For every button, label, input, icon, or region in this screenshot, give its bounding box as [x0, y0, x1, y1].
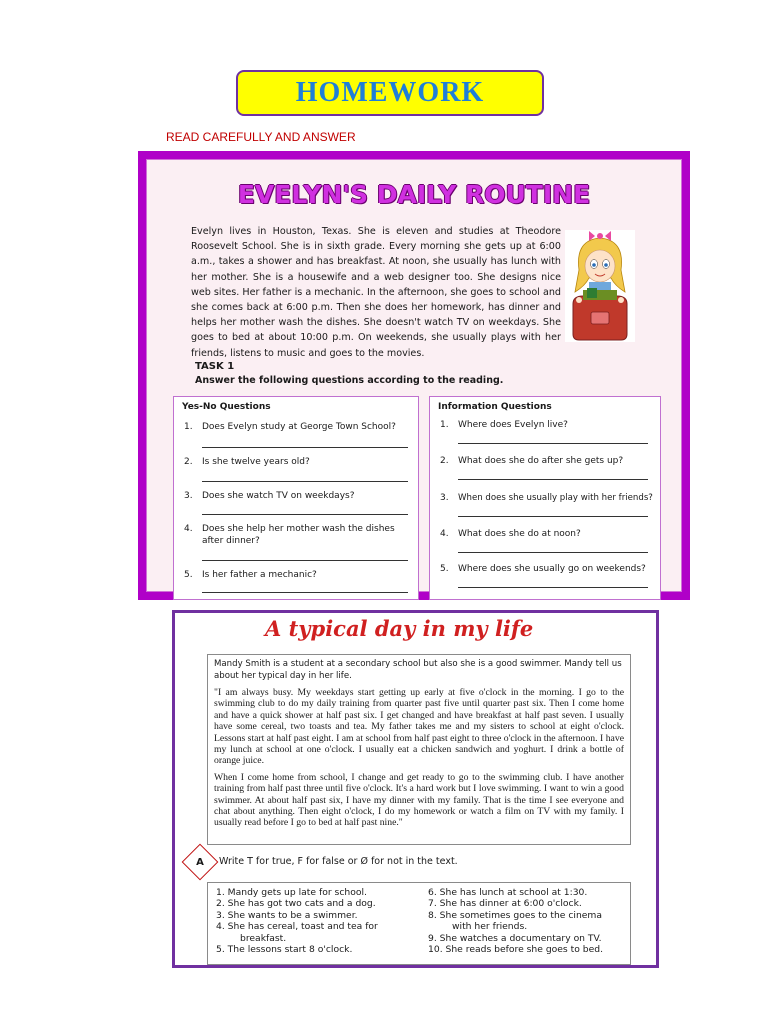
task-a-label: A	[196, 856, 204, 868]
homework-title: HOMEWORK	[295, 77, 485, 108]
answer-line[interactable]	[458, 587, 648, 588]
answer-line[interactable]	[458, 552, 648, 553]
answer-line[interactable]	[202, 447, 408, 448]
task-a-instruction: Write T for true, F for false or Ø for not in the text.	[219, 856, 458, 867]
worksheet-evelyn-page	[146, 159, 682, 592]
answer-line[interactable]	[458, 443, 648, 444]
information-question-2: 2. What does she do after she gets up?	[440, 456, 624, 466]
schoolgirl-illustration	[565, 230, 635, 342]
answer-line[interactable]	[458, 479, 648, 480]
answer-line[interactable]	[202, 481, 408, 482]
worksheet-mandy	[172, 610, 659, 968]
true-false-box	[207, 882, 631, 965]
statement-4-continued: breakfast.	[240, 932, 287, 944]
information-question-4: 4. What does she do at noon?	[440, 529, 581, 539]
yes-no-question-4: 4. Does she help her mother wash the dishes after dinner?	[184, 524, 395, 546]
statement-4: 4. She has cereal, toast and tea for	[216, 921, 378, 933]
information-question-5: 5. Where does she usually go on weekends?	[440, 564, 646, 574]
statement-2: 2. She has got two cats and a dog.	[216, 898, 376, 910]
task1-instruction: Answer the following questions according to the reading.	[195, 375, 504, 386]
worksheet-mandy-title: A typical day in my life	[265, 616, 534, 641]
statement-1: 1. Mandy gets up late for school.	[216, 887, 367, 898]
task1-title: TASK 1	[195, 361, 235, 372]
statement-8-continued: with her friends.	[452, 921, 528, 933]
statements-right	[428, 887, 628, 955]
read-instruction: READ CAREFULLY AND ANSWER	[166, 130, 356, 144]
statement-9: 9. She watches a documentary on TV.	[428, 932, 602, 944]
story-paragraph-2: When I come home from school, I change and get ready to go to the swimming club. I have another training from half past three until five o'clock. It's a hard work but I love swimming. I want to win a good swimmer. At about half past six, I have my dinner with my family. That is the time I see everyone and chat about anything. Then eight o'clock, I do my homework or watch a film on TV with my family. I usually read before I go to bed at half past nine."	[214, 771, 624, 829]
statement-8: 8. She sometimes goes to the cinema	[428, 909, 603, 921]
answer-line[interactable]	[202, 514, 408, 515]
yes-no-question-5: 5. Is her father a mechanic?	[184, 570, 317, 580]
yes-no-question-3: 3. Does she watch TV on weekdays?	[184, 491, 355, 501]
worksheet-evelyn	[138, 151, 690, 600]
answer-line[interactable]	[202, 560, 408, 561]
worksheet-evelyn-title: EVELYN'S DAILY ROUTINE	[237, 180, 591, 209]
statement-7: 7. She has dinner at 6:00 o'clock.	[428, 898, 582, 910]
reading-text: Evelyn lives in Houston, Texas. She is eleven and studies at Theodore Roosevelt School. She is in sixth grade. Every morning she gets up at 6:00 a.m., takes a shower and has breakfast. At noon, she usually has lunch with her mother. She is a housewife and a web designer too. She designs nice web sites. Her father is a mechanic. In the afternoon, she goes to school and she comes back at 6:00 p.m. Then she does her homework, has dinner and helps her mother wash the dishes. She doesn't watch TV on weekdays. She goes to bed at about 10:00 p.m. On weekends, she usually plays with her friends, listens to music and goes to the movies.	[191, 226, 561, 359]
statement-6: 6. She has lunch at school at 1:30.	[428, 887, 588, 898]
yes-no-question-2: 2. Is she twelve years old?	[184, 457, 310, 467]
story-paragraph-1: "I am always busy. My weekdays start getting up early at five o'clock in the morning. I go to the swimming club to do my daily training from quarter past five until quarter past six. Then I come home and have a quick shower at half past six. I get changed and have breakfast at half past seven. I usually have some cereal, two toasts and tea. My father takes me and my sisters to school at eight o'clock. Lessons start at half past eight. I am at school from half past eight to three o'clock in the afternoon. I have my lunch at school at one o'clock. I usually eat a chicken sandwich and yoghurt. I drink a bottle of orange juice.	[214, 687, 624, 767]
story-text	[214, 687, 624, 834]
yes-no-heading: Yes-No Questions	[182, 402, 271, 412]
information-questions-box	[429, 396, 661, 600]
information-question-1: 1. Where does Evelyn live?	[440, 420, 568, 430]
statement-5: 5. The lessons start 8 o'clock.	[216, 944, 353, 956]
statement-10: 10. She reads before she goes to bed.	[428, 944, 604, 956]
homework-banner	[236, 70, 544, 116]
statement-3: 3. She wants to be a swimmer.	[216, 909, 358, 921]
information-heading: Information Questions	[438, 402, 552, 412]
answer-line[interactable]	[202, 592, 408, 593]
yes-no-question-1: 1. Does Evelyn study at George Town School?	[184, 422, 396, 432]
story-box	[207, 654, 631, 845]
statements-left	[216, 887, 416, 955]
story-intro: Mandy Smith is a student at a secondary school but also she is a good swimmer. Mandy tell us about her typical day in her life.	[214, 659, 622, 681]
answer-line[interactable]	[458, 516, 648, 517]
yes-no-questions-box	[173, 396, 419, 600]
information-question-3: 3. When does she usually play with her friends?	[440, 493, 653, 503]
